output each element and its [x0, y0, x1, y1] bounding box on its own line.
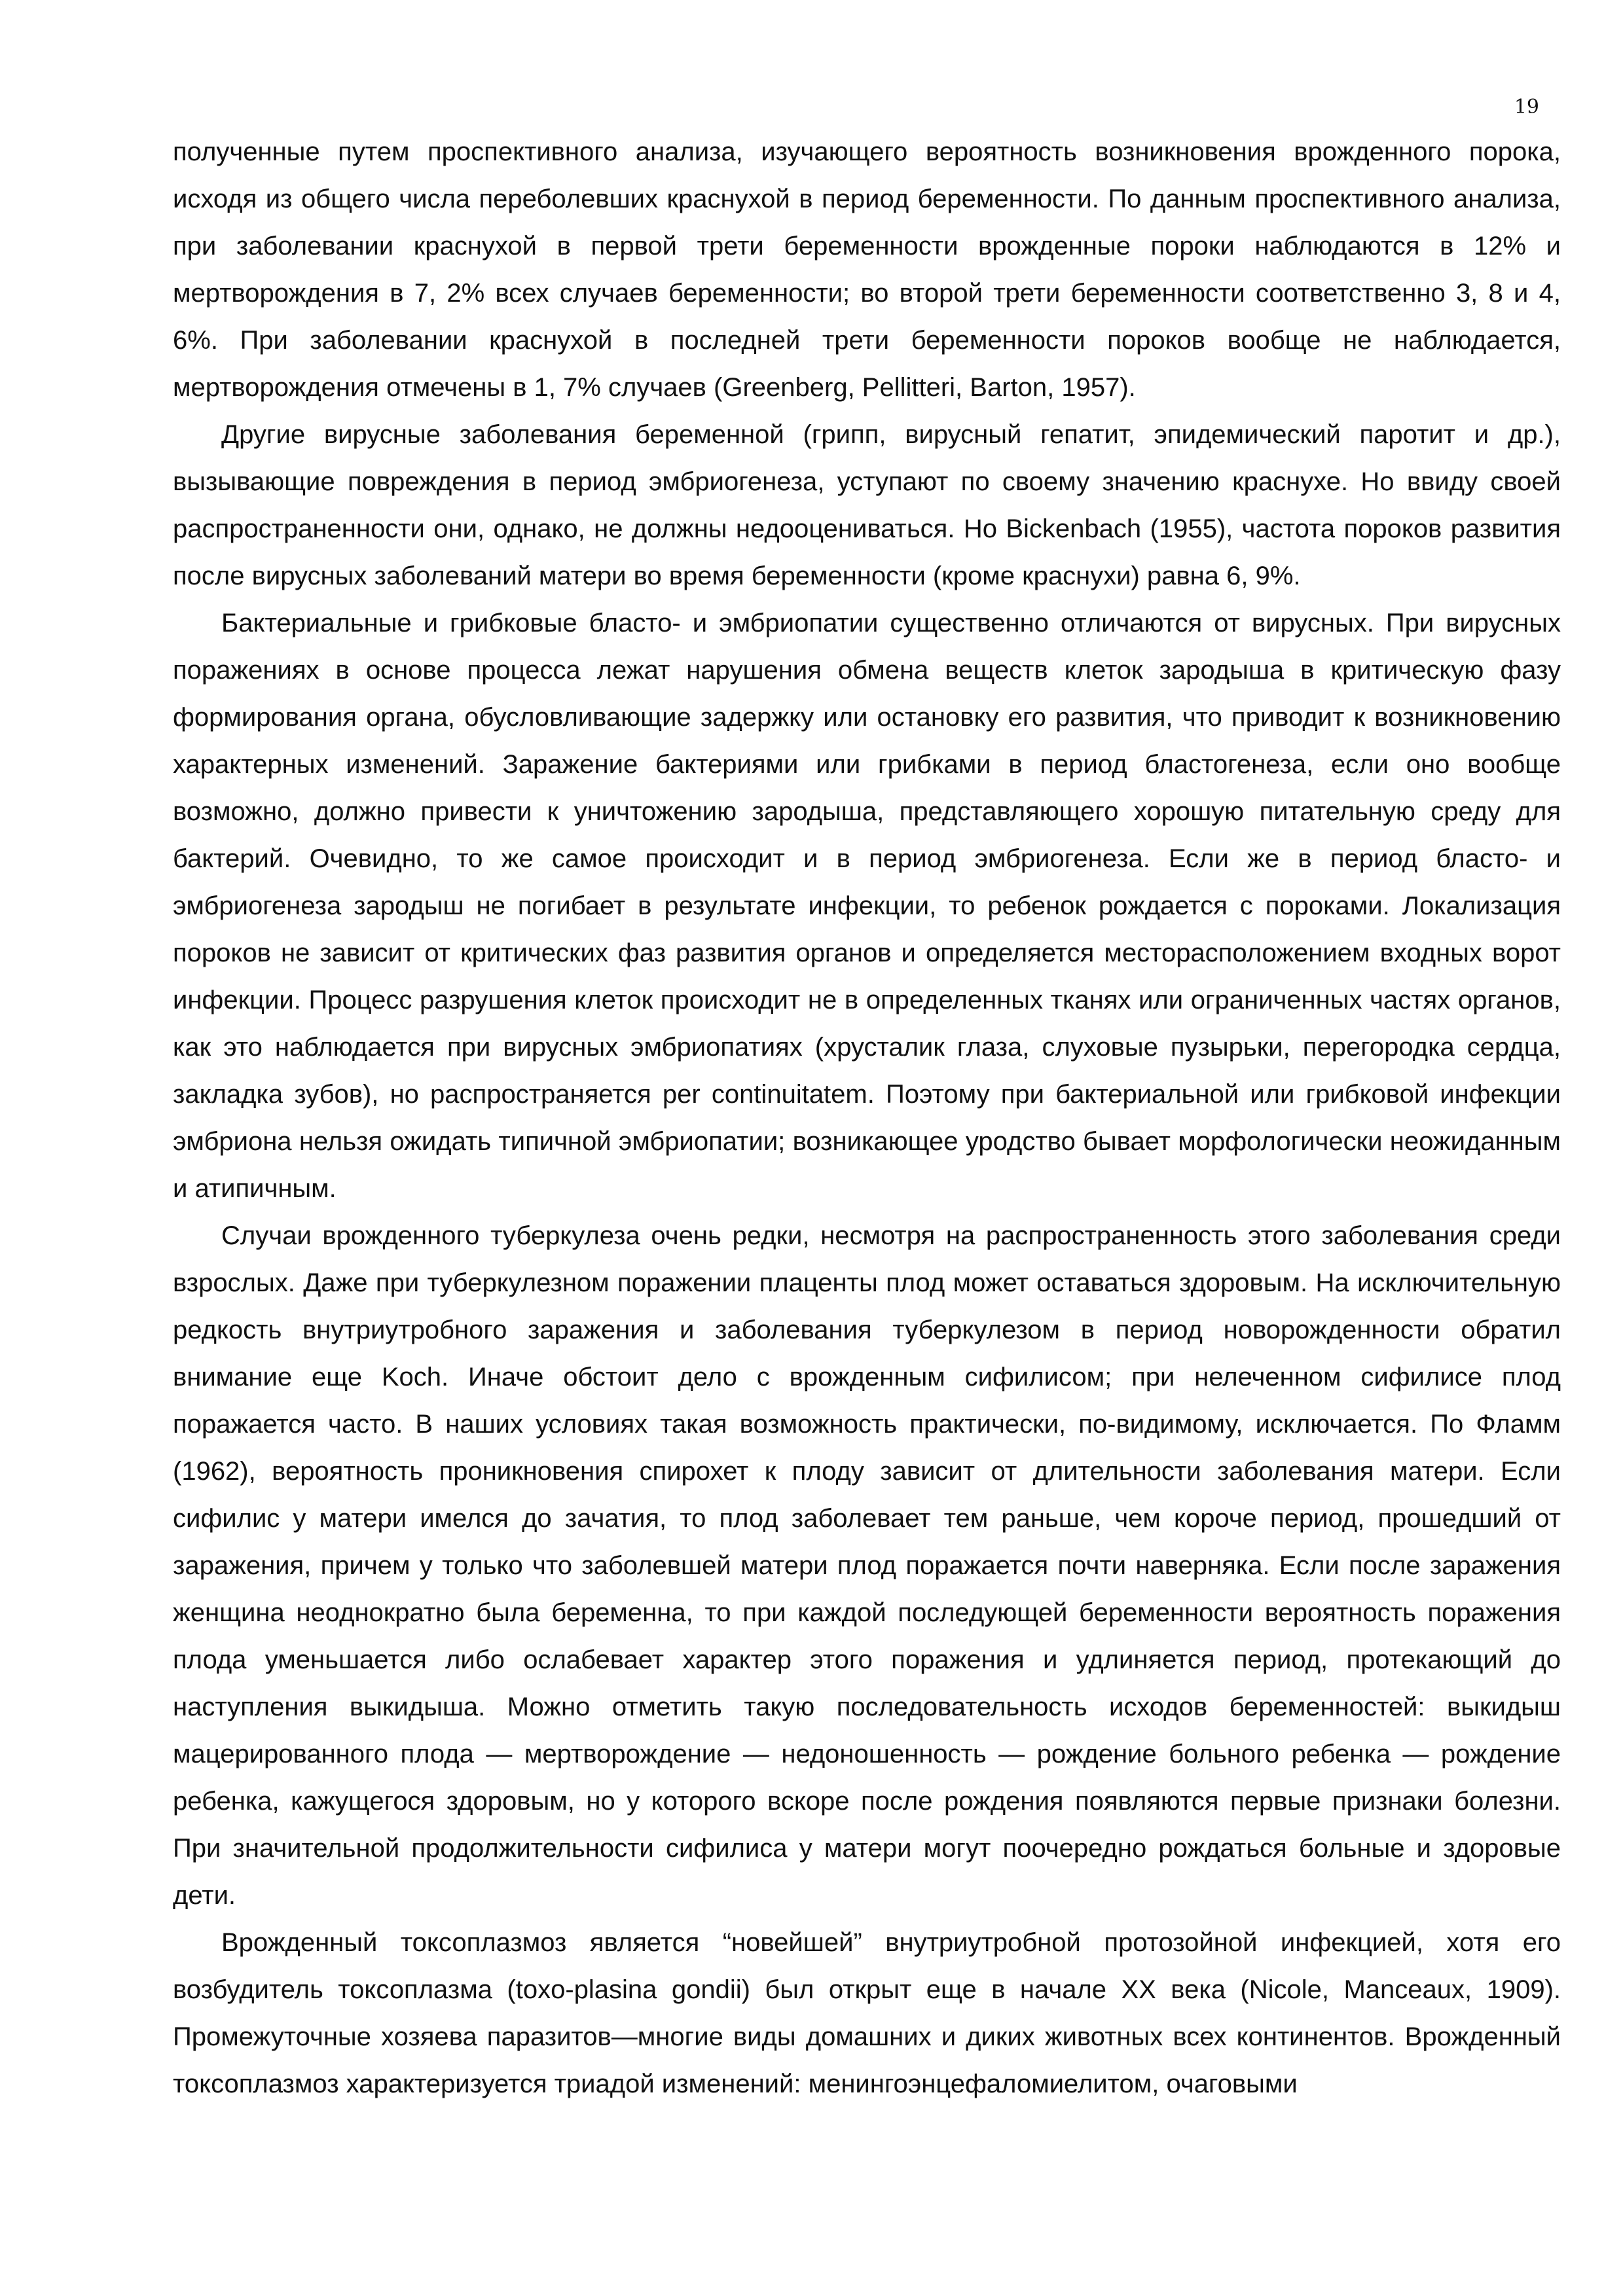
document-body: [173, 128, 1561, 2108]
page-number: 19: [1514, 96, 1539, 118]
paragraph-rubella-prospective: полученные путем проспективного анализа, изучающего вероятность возникновения врожденного порока, исходя из общего числа переболевших краснухой в период беременности. По данным проспективного анализа, при заболевании краснухой в первой трети беременности врожденные пороки наблюдаются в 12% и мертворождения в 7, 2% всех случаев беременности; во второй трети беременности соответственно 3, 8 и 4, 6%. При заболевании краснухой в последней трети беременности пороков вообще не наблюдается, мертворождения отмечены в 1, 7% случаев (Greenberg, Pellitteri, Barton, 1957).: [173, 137, 1561, 402]
paragraph-toxoplasmosis: Врожденный токсоплазмоз является “новейшей” внутриутробной протозойной инфекцией, хотя его возбудитель токсоплазма (toxo-plasina gondii) был открыт еще в начале XX века (Nicole, Manceaux, 1909). Промежуточные хозяева паразитов—многие виды домашних и диких животных всех континентов. Врожденный токсоплазмоз характеризуется триадой изменений: менингоэнцефаломиелитом, очаговыми: [173, 1928, 1561, 2098]
paragraph-other-viral-diseases: Другие вирусные заболевания беременной (грипп, вирусный гепатит, эпидемический паротит и др.), вызывающие повреждения в период эмбриогенеза, уступают по своему значению краснухе. Но ввиду своей распространенности они, однако, не должны недооцениваться. Но Bickenbach (1955), частота пороков развития после вирусных заболеваний матери во время беременности (кроме краснухи) равна 6, 9%.: [173, 420, 1561, 590]
paragraph-tuberculosis-syphilis: Случаи врожденного туберкулеза очень редки, несмотря на распространенность этого заболевания среди взрослых. Даже при туберкулезном поражении плаценты плод может оставаться здоровым. На исключительную редкость внутриутробного заражения и заболевания туберкулезом в период новорожденности обратил внимание еще Koch. Иначе обстоит дело с врожденным сифилисом; при нелеченном сифилисе плод поражается часто. В наших условиях такая возможность практически, по-видимому, исключается. По Фламм (1962), вероятность проникновения спирохет к плоду зависит от длительности заболевания матери. Если сифилис у матери имелся до зачатия, то плод заболевает тем раньше, чем короче период, прошедший от заражения, причем у только что заболевшей матери плод поражается почти наверняка. Если после заражения женщина неоднократно была беременна, то при каждой последующей беременности вероятность поражения плода уменьшается либо ослабевает характер этого поражения и удлиняется период, протекающий до наступления выкидыша. Можно отметить такую последовательность исходов беременностей: выкидыш мацерированного плода — мертворождение — недоношенность — рождение больного ребенка — рождение ребенка, кажущегося здоровым, но у которого вскоре после рождения появляются первые признаки болезни. При значительной продолжительности сифилиса у матери могут поочередно рождаться больные и здоровые дети.: [173, 1221, 1561, 1910]
paragraph-bacterial-fungal-embryopathies: Бактериальные и грибковые бласто- и эмбриопатии существенно отличаются от вирусных. При вирусных поражениях в основе процесса лежат нарушения обмена веществ клеток зародыша в критическую фазу формирования органа, обусловливающие задержку или остановку его развития, что приводит к возникновению характерных изменений. Заражение бактериями или грибками в период бластогенеза, если оно вообще возможно, должно привести к уничтожению зародыша, представляющего хорошую питательную среду для бактерий. Очевидно, то же самое происходит и в период эмбриогенеза. Если же в период бласто- и эмбриогенеза зародыш не погибает в результате инфекции, то ребенок рождается с пороками. Локализация пороков не зависит от критических фаз развития органов и определяется месторасположением входных ворот инфекции. Процесс разрушения клеток происходит не в определенных тканях или ограниченных частях органов, как это наблюдается при вирусных эмбриопатиях (хрусталик глаза, слуховые пузырьки, перегородка сердца, закладка зубов), но распространяется per continuitatem. Поэтому при бактериальной или грибковой инфекции эмбриона нельзя ожидать типичной эмбриопатии; возникающее уродство бывает морфологически неожиданным и атипичным.: [173, 609, 1561, 1203]
